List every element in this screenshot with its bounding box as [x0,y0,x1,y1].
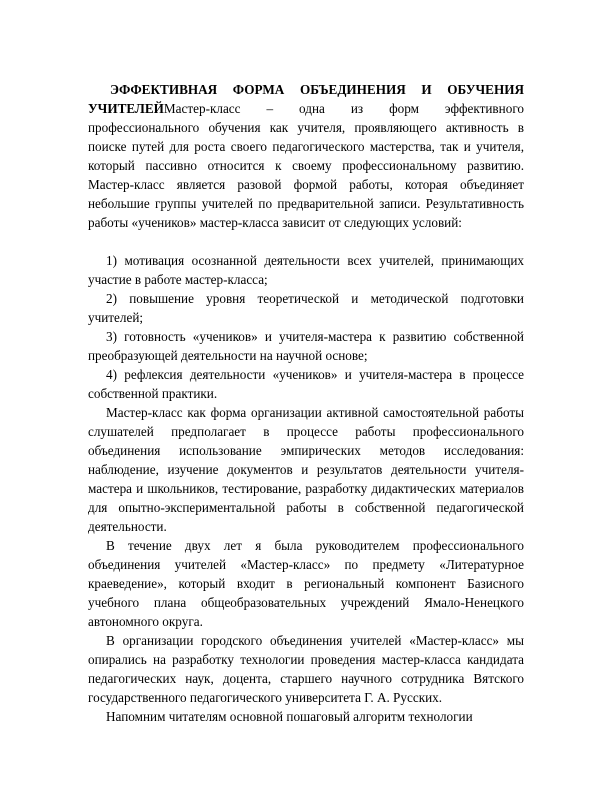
condition-item-1: 1) мотивация осознанной деятельности всех учителей, принимающих участие в работе мастер-класса; [88,253,524,287]
condition-item-2: 2) повышение уровня теоретической и методической подготовки учителей; [88,291,524,325]
condition-item-3: 3) готовность «учеников» и учителя-мастера к развитию собственной преобразующей деятельности на научной основе; [88,329,524,363]
paragraph-city-association: В организации городского объединения учителей «Мастер-класс» мы опирались на разработку технологии проведения мастер-класса кандидата педагогических наук, доцента, старшего научного сотрудника Вятского государственного педагогического университета Г. А. Русских. [88,633,524,705]
intro-paragraph [88,80,524,232]
intro-text: Мастер-класс – одна из форм эффективного профессионального обучения как учителя, проявляющего активность в поиске путей для роста своего педагогического мастерства, так и учителя, который пассивно относится к своему профессиональному развитию. Мастер-класс является разовой формой работы, которая объединяет небольшие группы учителей по предварительной записи. Результативность работы «учеников» мастер-класса зависит от следующих условий: [88,101,524,230]
paragraph-master-class-form: Мастер-класс как форма организации активной самостоятельной работы слушателей предполагает в процессе работы профессионального объединения использование эмпирических методов исследования: наблюдение, изучение документов и результатов деятельности учителя-мастера и школьников, тестирование, разработку дидактических материалов для опытно-экспериментальной работы в собственной педагогической деятельности. [88,405,524,534]
condition-item-4: 4) рефлексия деятельности «учеников» и учителя-мастера в процессе собственной практики. [88,367,524,401]
document-body [88,80,524,726]
paragraph-algorithm-intro: Напомним читателям основной пошаговый алгоритм технологии [106,709,473,724]
document-title: ЭФФЕКТИВНАЯ ФОРМА ОБЪЕДИНЕНИЯ И ОБУЧЕНИЯ УЧИТЕЛЕЙ [88,82,524,116]
paragraph-association-leader: В течение двух лет я была руководителем профессионального объединения учителей «Мастер-класс» по предмету «Литературное краеведение», который входит в региональный компонент Базисного учебного плана общеобразовательных учреждений Ямало-Ненецкого автономного округа. [88,538,524,629]
